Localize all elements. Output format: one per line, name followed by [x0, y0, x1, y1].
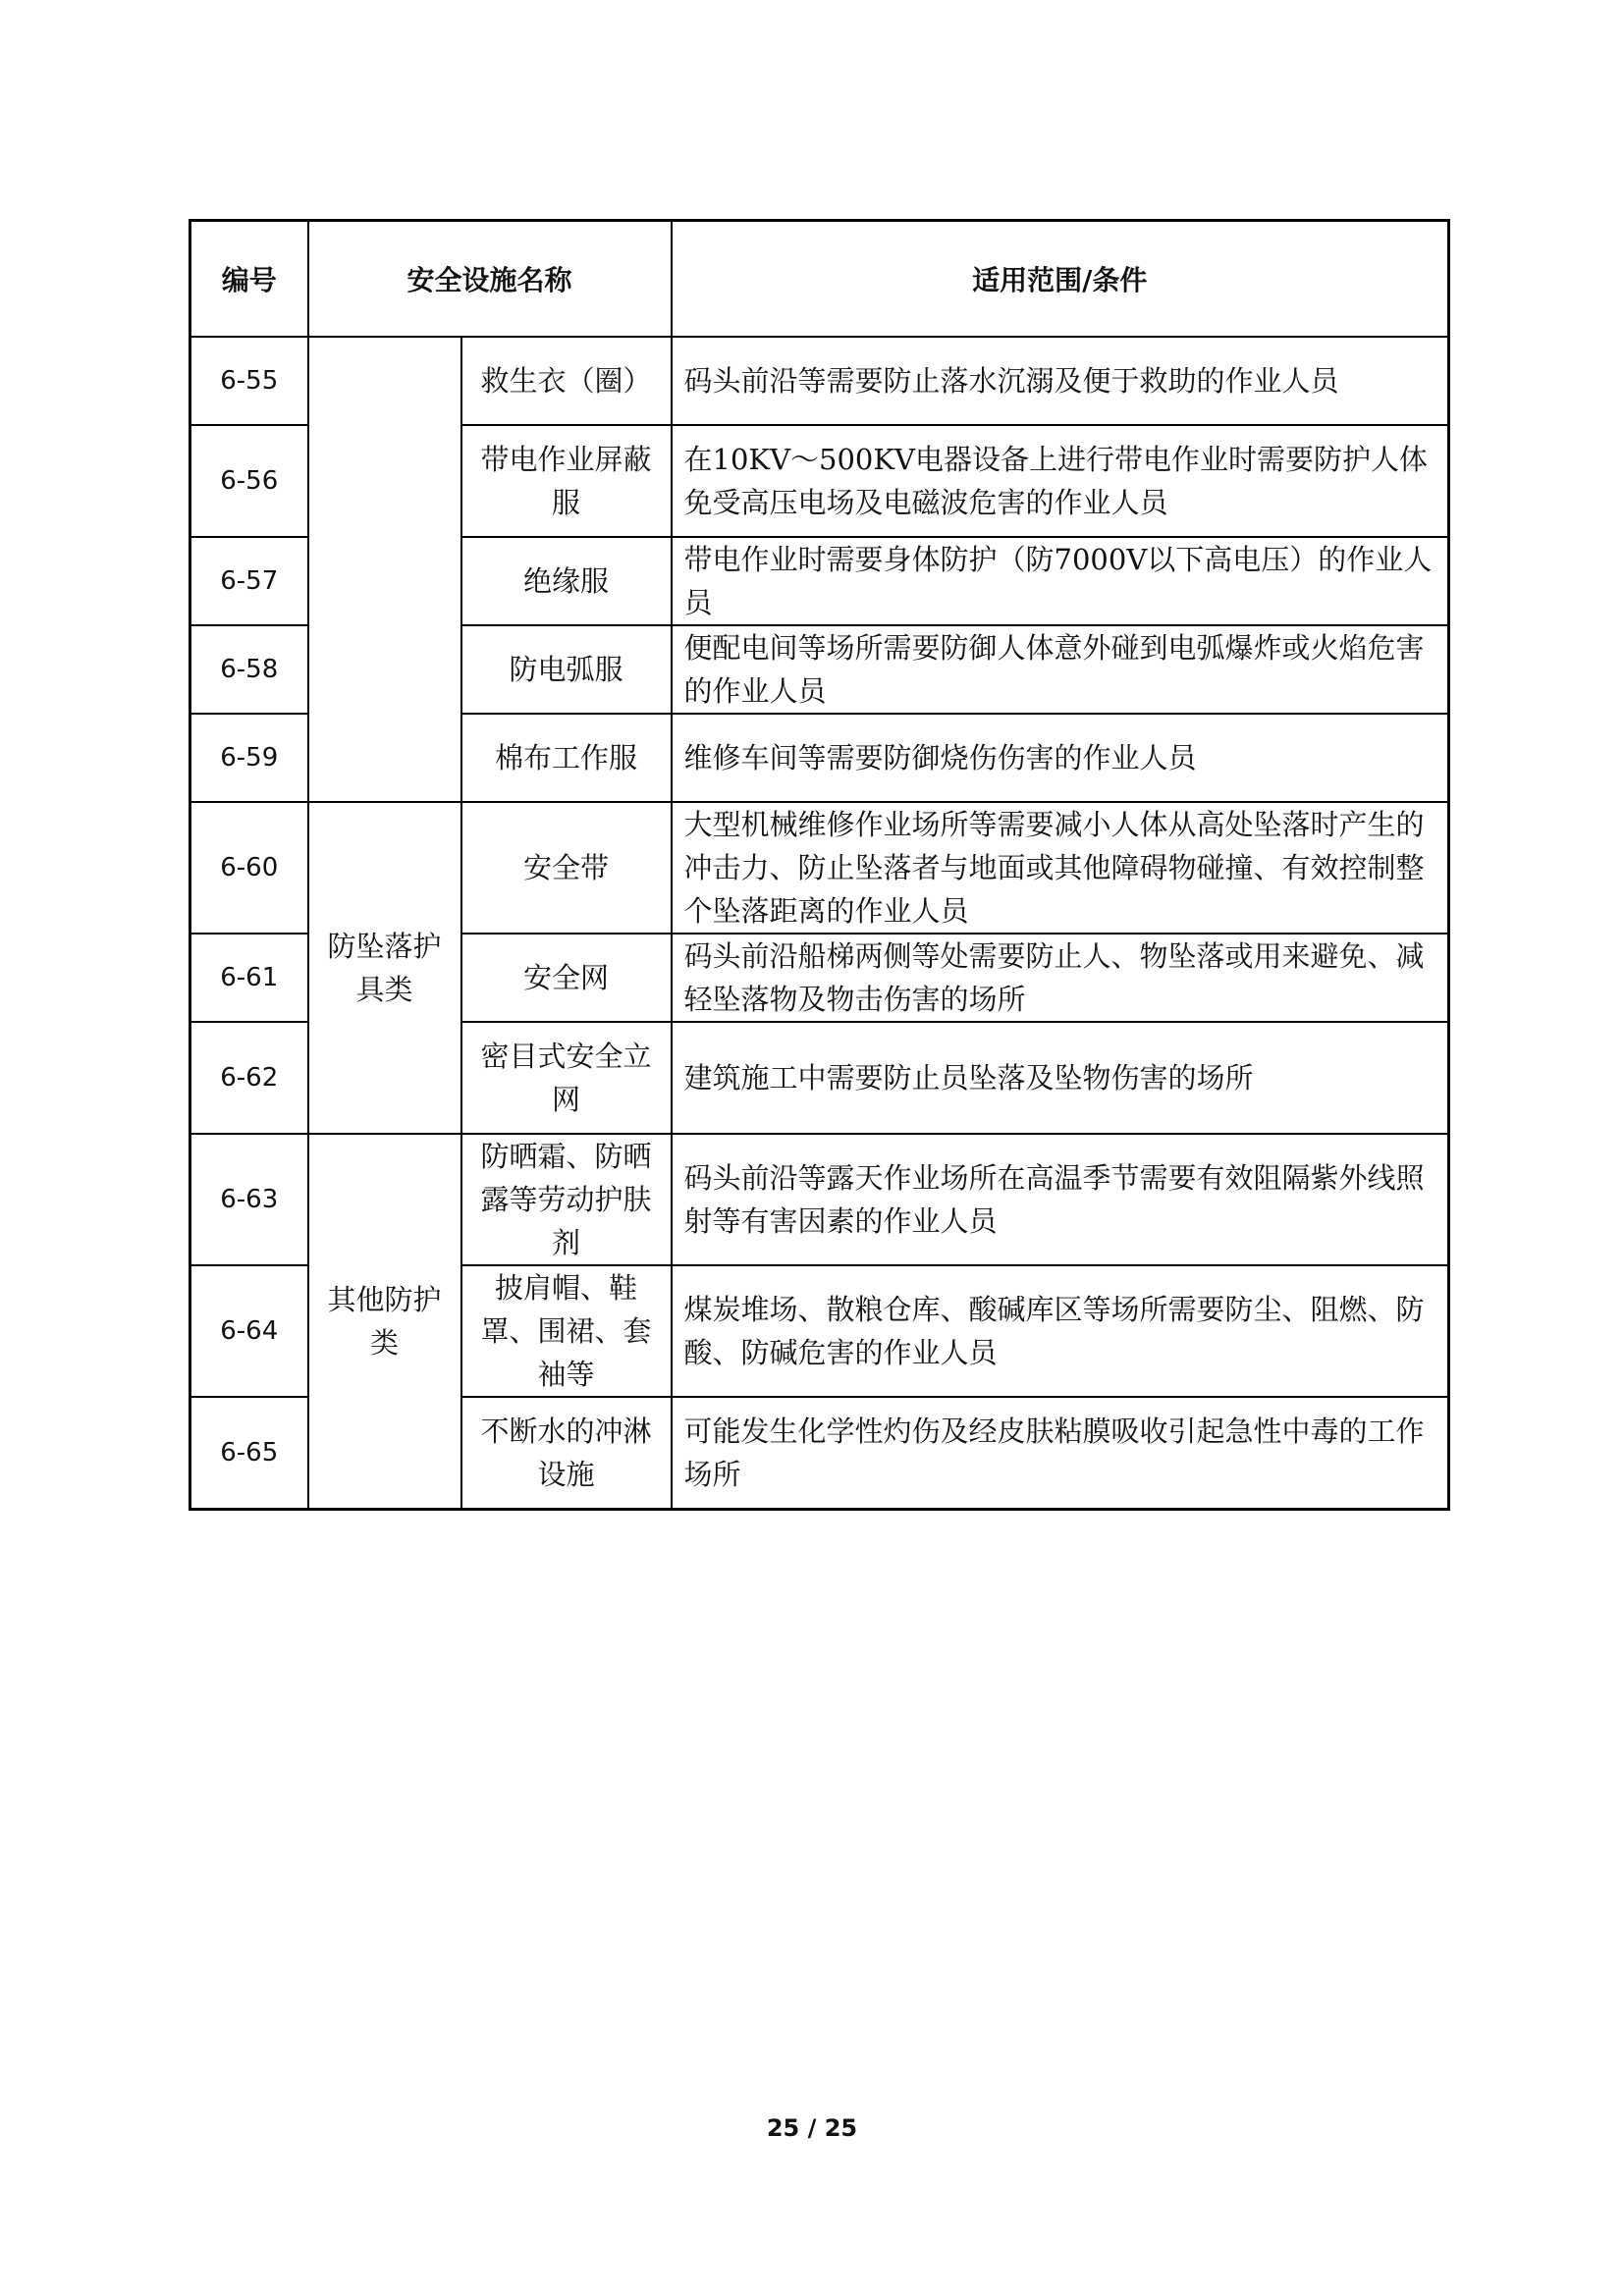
row-name: 不断水的冲淋设施 — [461, 1397, 672, 1509]
row-name: 救生衣（圈） — [461, 337, 672, 425]
table-row — [190, 337, 1449, 425]
row-num: 6-55 — [190, 337, 308, 425]
row-scope: 带电作业时需要身体防护（防7000V以下高电压）的作业人员 — [672, 537, 1449, 625]
row-num: 6-60 — [190, 802, 308, 934]
row-scope: 码头前沿等需要防止落水沉溺及便于救助的作业人员 — [672, 337, 1449, 425]
row-scope: 码头前沿船梯两侧等处需要防止人、物坠落或用来避免、减轻坠落物及物击伤害的场所 — [672, 934, 1449, 1022]
row-num: 6-57 — [190, 537, 308, 625]
row-scope: 大型机械维修作业场所等需要减小人体从高处坠落时产生的冲击力、防止坠落者与地面或其他障碍物碰撞、有效控制整个坠落距离的作业人员 — [672, 802, 1449, 934]
table-row — [190, 1134, 1449, 1265]
category-fall-protection: 防坠落护具类 — [308, 802, 461, 1134]
row-name: 防电弧服 — [461, 625, 672, 714]
header-name: 安全设施名称 — [308, 221, 672, 338]
row-name: 披肩帽、鞋罩、围裙、套袖等 — [461, 1265, 672, 1397]
row-name: 绝缘服 — [461, 537, 672, 625]
row-num: 6-61 — [190, 934, 308, 1022]
row-scope: 码头前沿等露天作业场所在高温季节需要有效阻隔紫外线照射等有害因素的作业人员 — [672, 1134, 1449, 1265]
row-scope: 煤炭堆场、散粮仓库、酸碱库区等场所需要防尘、阻燃、防酸、防碱危害的作业人员 — [672, 1265, 1449, 1397]
row-name: 棉布工作服 — [461, 714, 672, 802]
header-scope: 适用范围/条件 — [672, 221, 1449, 338]
row-num: 6-63 — [190, 1134, 308, 1265]
row-scope: 维修车间等需要防御烧伤伤害的作业人员 — [672, 714, 1449, 802]
row-name: 防晒霜、防晒露等劳动护肤剂 — [461, 1134, 672, 1265]
row-num: 6-64 — [190, 1265, 308, 1397]
row-num: 6-62 — [190, 1022, 308, 1134]
header-num: 编号 — [190, 221, 308, 338]
row-num: 6-59 — [190, 714, 308, 802]
row-scope: 便配电间等场所需要防御人体意外碰到电弧爆炸或火焰危害的作业人员 — [672, 625, 1449, 714]
row-name: 密目式安全立网 — [461, 1022, 672, 1134]
row-name: 安全网 — [461, 934, 672, 1022]
table-header-row — [190, 221, 1449, 338]
row-name: 安全带 — [461, 802, 672, 934]
row-num: 6-58 — [190, 625, 308, 714]
row-num: 6-65 — [190, 1397, 308, 1509]
row-num: 6-56 — [190, 425, 308, 537]
row-scope: 建筑施工中需要防止员坠落及坠物伤害的场所 — [672, 1022, 1449, 1134]
row-scope: 可能发生化学性灼伤及经皮肤粘膜吸收引起急性中毒的工作场所 — [672, 1397, 1449, 1509]
category-other-protection: 其他防护类 — [308, 1134, 461, 1509]
safety-facility-table — [189, 219, 1450, 1511]
table-row — [190, 802, 1449, 934]
page-number: 25 / 25 — [766, 2114, 858, 2142]
row-scope: 在10KV～500KV电器设备上进行带电作业时需要防护人体免受高压电场及电磁波危害的作业人员 — [672, 425, 1449, 537]
row-name: 带电作业屏蔽服 — [461, 425, 672, 537]
category-cell-empty — [308, 337, 461, 802]
